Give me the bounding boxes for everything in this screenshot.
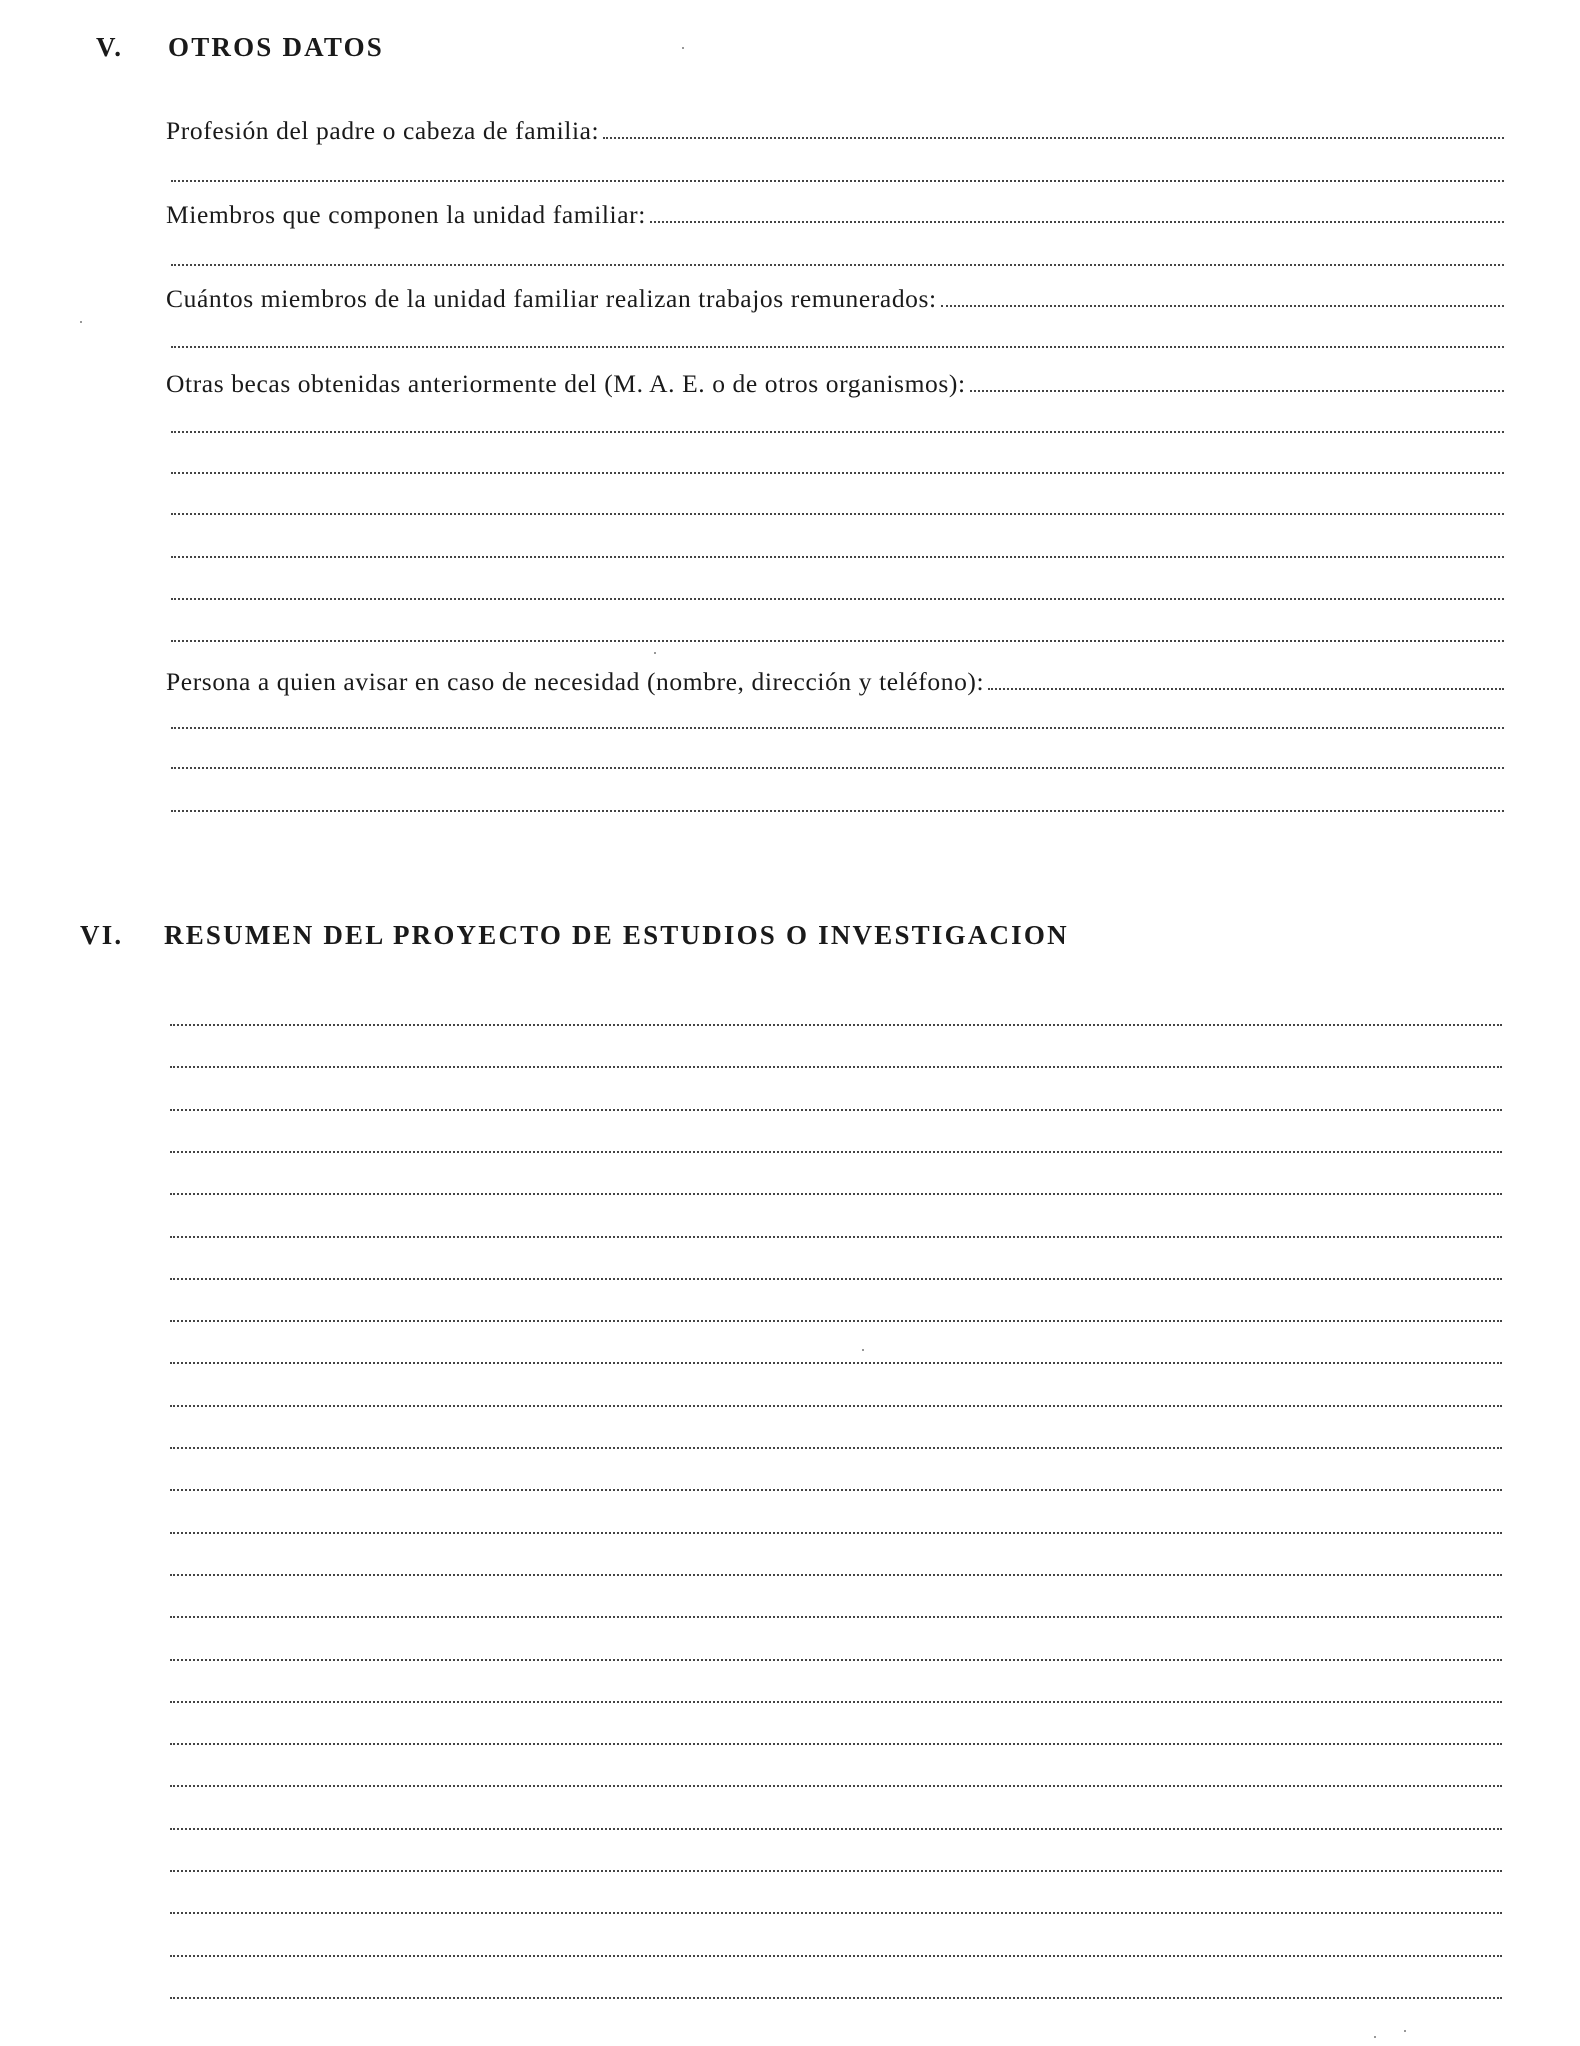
resumen-line[interactable] [170,1955,1502,1957]
field-label-otras-becas: Otras becas obtenidas anteriormente del (M. A. E. o de otros organismos): [166,369,966,398]
resumen-line[interactable] [170,1193,1502,1195]
section-v-number: V. [96,32,124,62]
field-continuation-line[interactable] [171,727,1504,729]
resumen-line[interactable] [170,1489,1502,1491]
field-label-persona-avisar: Persona a quien avisar en caso de necesidad (nombre, dirección y teléfono): [166,667,985,696]
field-label-miembros-remunerados: Cuántos miembros de la unidad familiar realizan trabajos remunerados: [166,284,937,313]
field-continuation-line[interactable] [171,767,1504,769]
resumen-line[interactable] [170,1151,1502,1153]
field-continuation-line[interactable] [171,180,1504,182]
field-profesion-padre[interactable] [166,112,1504,146]
scan-speck [1404,2030,1406,2032]
scan-speck [862,1349,864,1351]
field-continuation-line[interactable] [171,264,1504,266]
scan-speck [682,47,684,49]
resumen-line[interactable] [170,1278,1502,1280]
field-continuation-line[interactable] [171,810,1504,812]
field-continuation-line[interactable] [171,346,1504,348]
resumen-line[interactable] [170,1320,1502,1322]
resumen-line[interactable] [170,1532,1502,1534]
field-miembros-remunerados[interactable] [166,280,1504,314]
field-continuation-line[interactable] [171,598,1504,600]
section-vi-number: VI. [80,920,124,950]
resumen-line[interactable] [170,1024,1502,1026]
resumen-line[interactable] [170,1405,1502,1407]
resumen-line[interactable] [170,1743,1502,1745]
resumen-line[interactable] [170,1701,1502,1703]
resumen-line[interactable] [170,1447,1502,1449]
field-input-miembros-unidad[interactable] [650,221,1504,223]
section-v-heading [96,32,696,66]
field-input-persona-avisar[interactable] [988,688,1504,690]
scan-speck [654,652,656,654]
section-v-title: OTROS DATOS [168,32,385,62]
resumen-line[interactable] [170,1828,1502,1830]
field-input-otras-becas[interactable] [970,390,1504,392]
field-continuation-line[interactable] [171,513,1504,515]
field-continuation-line[interactable] [171,640,1504,642]
resumen-line[interactable] [170,1574,1502,1576]
resumen-line[interactable] [170,1659,1502,1661]
field-label-profesion-padre: Profesión del padre o cabeza de familia: [166,116,600,145]
resumen-line[interactable] [170,1109,1502,1111]
resumen-line[interactable] [170,1785,1502,1787]
field-input-miembros-remunerados[interactable] [941,305,1504,307]
resumen-line[interactable] [170,1362,1502,1364]
field-label-miembros-unidad: Miembros que componen la unidad familiar: [166,200,646,229]
field-miembros-unidad[interactable] [166,196,1504,230]
field-input-profesion-padre[interactable] [603,137,1504,139]
field-continuation-line[interactable] [171,556,1504,558]
field-continuation-line[interactable] [171,431,1504,433]
resumen-line[interactable] [170,1236,1502,1238]
field-otras-becas[interactable] [166,365,1504,399]
resumen-line[interactable] [170,1912,1502,1914]
field-continuation-line[interactable] [171,472,1504,474]
field-persona-avisar[interactable] [166,663,1504,697]
section-vi-title: RESUMEN DEL PROYECTO DE ESTUDIOS O INVESTIGACION [164,920,1069,950]
section-vi-heading [80,920,1180,954]
resumen-line[interactable] [170,1997,1502,1999]
scan-speck [80,321,82,323]
scan-speck [1374,2036,1376,2038]
resumen-line[interactable] [170,1616,1502,1618]
resumen-line[interactable] [170,1066,1502,1068]
resumen-line[interactable] [170,1870,1502,1872]
